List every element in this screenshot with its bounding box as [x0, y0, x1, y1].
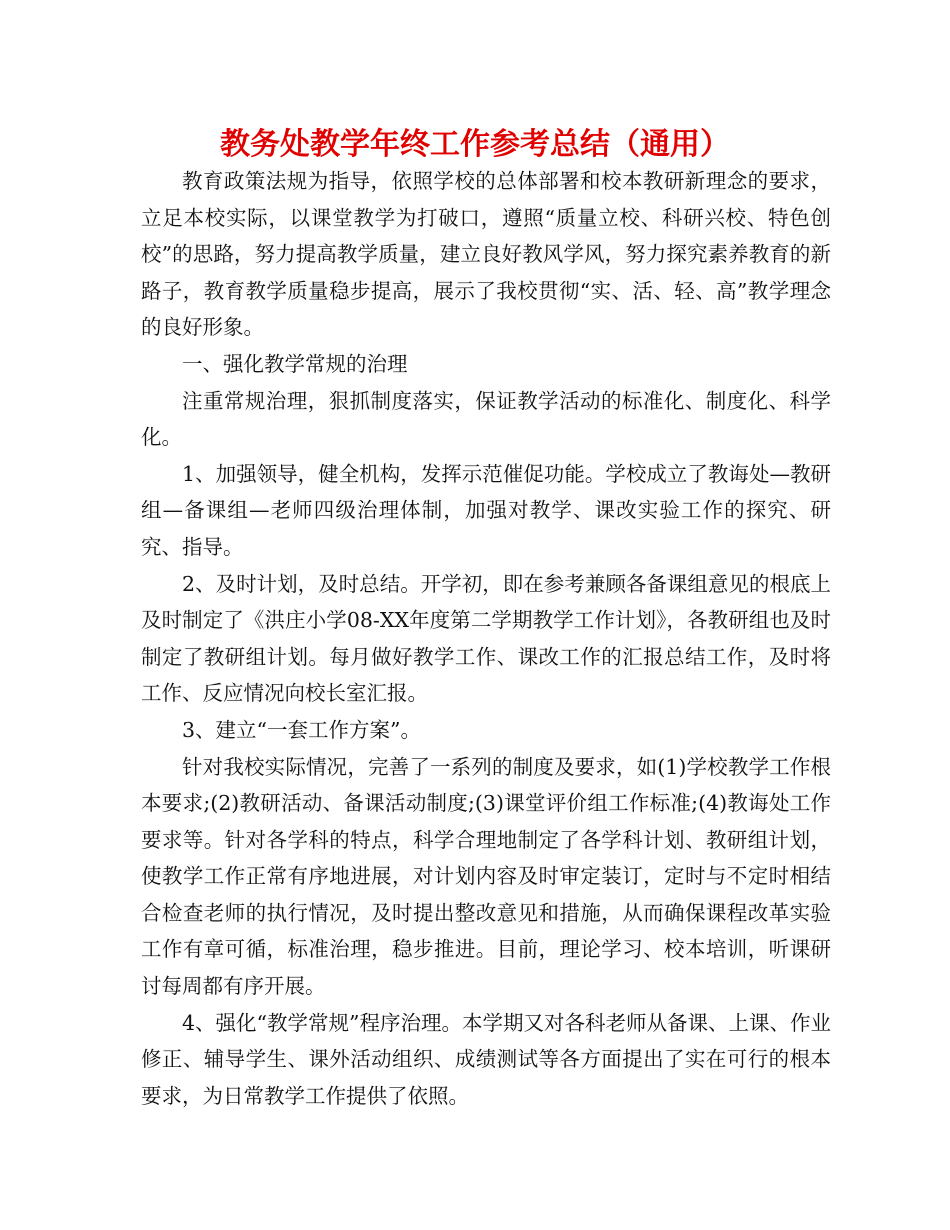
- paragraph-item-3-heading: 3、建立“一套工作方案”。: [182, 717, 422, 742]
- paragraph-item-1: 1、加强领导，健全机构，发挥示范催促功能。学校成立了教诲处—教研组—备课组—老师四级治理体制，加强对教学、课改实验工作的探究、研究、指导。: [141, 461, 831, 559]
- section-heading-1: 一、强化教学常规的治理: [182, 351, 408, 376]
- document-title: 教务处教学年终工作参考总结（通用）: [220, 127, 730, 162]
- paragraph-routine-management: 注重常规治理，狠抓制度落实，保证教学活动的标准化、制度化、科学化。: [141, 388, 831, 450]
- paragraph-item-3-body: 针对我校实际情况，完善了一系列的制度及要求，如(1)学校教学工作根本要求;(2)教研活动、备课活动制度;(3)课堂评价组工作标准;(4)教诲处工作要求等。针对各学科的特点，科学合理地制定了各学科计划、教研组计划，使教学工作正常有序地进展，对计划内容及时审定装订，定时与不定时相结合检查老师的执行情况，及时提出整改意见和措施，从而确保课程改革实验工作有章可循，标准治理，稳步推进。目前，理论学习、校本培训，听课研讨每周都有序开展。: [141, 754, 831, 999]
- paragraph-item-4: 4、强化“教学常规”程序治理。本学期又对各科老师从备课、上课、作业修正、辅导学生、课外活动组织、成绩测试等各方面提出了实在可行的根本要求，为日常教学工作提供了依照。: [141, 1010, 832, 1108]
- document-body: [141, 163, 831, 1114]
- paragraph-intro: 教育政策法规为指导，依照学校的总体部署和校本教研新理念的要求，立足本校实际，以课堂教学为打破口，遵照“质量立校、科研兴校、特色创校”的思路，努力提高教学质量，建立良好教风学风，努力探究素养教育的新路子，教育教学质量稳步提高，展示了我校贯彻“实、活、轻、高”教学理念的良好形象。: [141, 169, 831, 340]
- paragraph-item-2: 2、及时计划，及时总结。开学初，即在参考兼顾各备课组意见的根底上及时制定了《洪庄小学08-XX年度第二学期教学工作计划》，各教研组也及时制定了教研组计划。每月做好教学工作、课改工作的汇报总结工作，及时将工作、反应情况向校长室汇报。: [141, 571, 831, 706]
